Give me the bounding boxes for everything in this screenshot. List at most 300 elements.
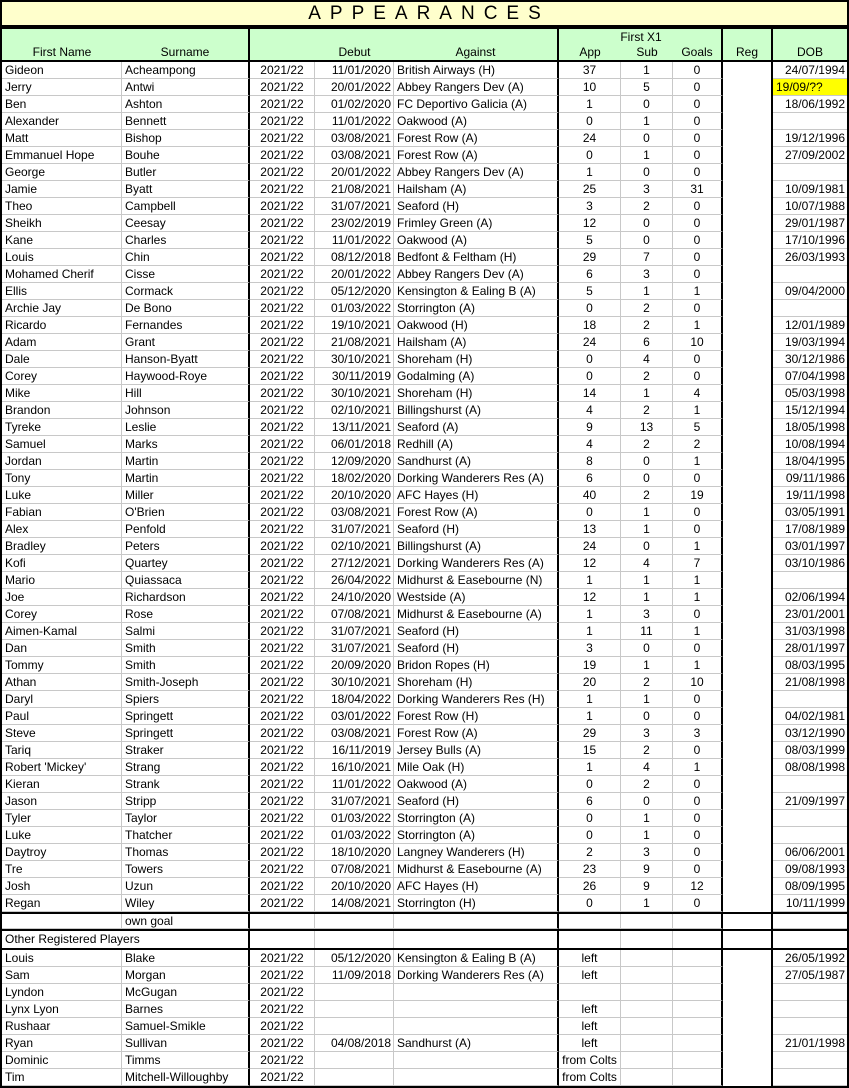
cell-against[interactable]: Seaford (H) — [394, 640, 559, 657]
cell-reg[interactable] — [723, 419, 773, 436]
cell-goals[interactable]: 0 — [673, 147, 723, 164]
cell-app[interactable]: 24 — [559, 130, 621, 147]
cell-sub[interactable]: 2 — [621, 402, 673, 419]
cell-surname[interactable]: Butler — [122, 164, 250, 181]
cell-surname[interactable]: Thomas — [122, 844, 250, 861]
cell-goals[interactable] — [673, 950, 723, 967]
cell-dob[interactable]: 07/04/1998 — [773, 368, 847, 385]
cell-surname[interactable]: Blake — [122, 950, 250, 967]
cell-first-name[interactable]: Jordan — [2, 453, 122, 470]
cell-reg[interactable] — [723, 914, 773, 929]
cell-goals[interactable] — [673, 931, 723, 948]
cell-reg[interactable] — [723, 742, 773, 759]
cell-season[interactable]: 2021/22 — [250, 725, 315, 742]
cell-first-name[interactable]: Louis — [2, 950, 122, 967]
cell-dob[interactable]: 02/06/1994 — [773, 589, 847, 606]
cell-reg[interactable] — [723, 334, 773, 351]
cell-debut[interactable]: 30/10/2021 — [315, 674, 394, 691]
cell-app[interactable]: 19 — [559, 657, 621, 674]
cell-goals[interactable]: 0 — [673, 470, 723, 487]
cell-sub[interactable]: 2 — [621, 368, 673, 385]
cell-dob[interactable] — [773, 1018, 847, 1035]
cell-reg[interactable] — [723, 181, 773, 198]
cell-against[interactable]: Kensington & Ealing B (A) — [394, 950, 559, 967]
cell-goals[interactable]: 0 — [673, 861, 723, 878]
cell-debut[interactable]: 19/10/2021 — [315, 317, 394, 334]
cell-surname[interactable]: Acheampong — [122, 62, 250, 79]
cell-app[interactable]: 0 — [559, 147, 621, 164]
cell-season[interactable]: 2021/22 — [250, 606, 315, 623]
cell-app[interactable]: 13 — [559, 521, 621, 538]
cell-sub[interactable]: 0 — [621, 164, 673, 181]
cell-season[interactable]: 2021/22 — [250, 113, 315, 130]
cell-season[interactable]: 2021/22 — [250, 79, 315, 96]
cell-first-name[interactable]: Gideon — [2, 62, 122, 79]
cell-first-name[interactable]: Lynx Lyon — [2, 1001, 122, 1018]
cell-against[interactable]: Billingshurst (A) — [394, 402, 559, 419]
cell-season[interactable]: 2021/22 — [250, 385, 315, 402]
cell-dob[interactable]: 24/07/1994 — [773, 62, 847, 79]
cell-season[interactable]: 2021/22 — [250, 950, 315, 967]
cell-season[interactable]: 2021/22 — [250, 470, 315, 487]
col-header-first-name[interactable]: First Name — [32, 45, 92, 59]
cell-debut[interactable] — [315, 1018, 394, 1035]
cell-against[interactable]: Billingshurst (A) — [394, 538, 559, 555]
col-header-app[interactable]: App — [579, 45, 601, 59]
cell-season[interactable]: 2021/22 — [250, 419, 315, 436]
cell-reg[interactable] — [723, 130, 773, 147]
cell-against[interactable]: AFC Hayes (H) — [394, 878, 559, 895]
cell-reg[interactable] — [723, 198, 773, 215]
cell-app[interactable]: 1 — [559, 759, 621, 776]
cell-goals[interactable] — [673, 914, 723, 929]
cell-debut[interactable]: 03/08/2021 — [315, 504, 394, 521]
cell-surname[interactable]: Johnson — [122, 402, 250, 419]
cell-first-name[interactable]: Ricardo — [2, 317, 122, 334]
cell-sub[interactable]: 2 — [621, 198, 673, 215]
cell-dob[interactable]: 15/12/1994 — [773, 402, 847, 419]
cell-season[interactable]: 2021/22 — [250, 984, 315, 1001]
cell-debut[interactable]: 05/12/2020 — [315, 950, 394, 967]
cell-goals[interactable]: 10 — [673, 334, 723, 351]
cell-dob[interactable]: 03/01/1997 — [773, 538, 847, 555]
cell-app[interactable]: 26 — [559, 878, 621, 895]
cell-surname[interactable]: Quartey — [122, 555, 250, 572]
cell-against[interactable] — [394, 931, 559, 948]
cell-season[interactable]: 2021/22 — [250, 232, 315, 249]
cell-goals[interactable]: 1 — [673, 589, 723, 606]
cell-reg[interactable] — [723, 895, 773, 912]
cell-against[interactable]: Abbey Rangers Dev (A) — [394, 79, 559, 96]
cell-reg[interactable] — [723, 984, 773, 1001]
cell-season[interactable] — [250, 931, 315, 948]
cell-app[interactable]: 1 — [559, 708, 621, 725]
cell-against[interactable]: Shoreham (H) — [394, 674, 559, 691]
cell-surname[interactable]: Martin — [122, 453, 250, 470]
cell-debut[interactable]: 20/10/2020 — [315, 878, 394, 895]
cell-sub[interactable]: 0 — [621, 538, 673, 555]
cell-first-name[interactable]: Tyreke — [2, 419, 122, 436]
cell-dob[interactable] — [773, 931, 847, 948]
cell-sub[interactable]: 1 — [621, 810, 673, 827]
cell-sub[interactable] — [621, 931, 673, 948]
cell-sub[interactable]: 1 — [621, 385, 673, 402]
cell-sub[interactable]: 1 — [621, 827, 673, 844]
cell-first-name[interactable]: Athan — [2, 674, 122, 691]
cell-dob[interactable] — [773, 266, 847, 283]
cell-reg[interactable] — [723, 283, 773, 300]
cell-dob[interactable]: 10/09/1981 — [773, 181, 847, 198]
cell-season[interactable]: 2021/22 — [250, 827, 315, 844]
cell-app[interactable]: 18 — [559, 317, 621, 334]
cell-debut[interactable]: 30/10/2021 — [315, 351, 394, 368]
section-title[interactable]: Other Registered Players — [2, 931, 250, 948]
cell-goals[interactable]: 0 — [673, 130, 723, 147]
cell-surname[interactable]: Charles — [122, 232, 250, 249]
cell-first-name[interactable]: Mario — [2, 572, 122, 589]
cell-dob[interactable]: 03/10/1986 — [773, 555, 847, 572]
cell-debut[interactable]: 18/10/2020 — [315, 844, 394, 861]
cell-dob[interactable] — [773, 1001, 847, 1018]
cell-sub[interactable]: 3 — [621, 181, 673, 198]
cell-surname[interactable]: Sullivan — [122, 1035, 250, 1052]
cell-dob[interactable]: 28/01/1997 — [773, 640, 847, 657]
cell-against[interactable]: Sandhurst (A) — [394, 453, 559, 470]
cell-against[interactable]: Seaford (H) — [394, 623, 559, 640]
cell-dob[interactable]: 03/12/1990 — [773, 725, 847, 742]
cell-dob[interactable]: 27/09/2002 — [773, 147, 847, 164]
cell-first-name[interactable]: Sheikh — [2, 215, 122, 232]
cell-first-name[interactable]: Lyndon — [2, 984, 122, 1001]
cell-against[interactable]: Storrington (A) — [394, 827, 559, 844]
cell-first-name[interactable]: Tony — [2, 470, 122, 487]
cell-dob[interactable]: 18/05/1998 — [773, 419, 847, 436]
cell-app[interactable]: 0 — [559, 368, 621, 385]
cell-sub[interactable]: 1 — [621, 62, 673, 79]
cell-debut[interactable]: 30/10/2021 — [315, 385, 394, 402]
cell-app[interactable]: 6 — [559, 470, 621, 487]
cell-against[interactable]: Hailsham (A) — [394, 334, 559, 351]
cell-sub[interactable]: 2 — [621, 436, 673, 453]
cell-dob[interactable] — [773, 810, 847, 827]
cell-debut[interactable] — [315, 984, 394, 1001]
cell-surname[interactable]: Fernandes — [122, 317, 250, 334]
cell-debut[interactable]: 03/08/2021 — [315, 130, 394, 147]
cell-against[interactable]: Storrington (A) — [394, 810, 559, 827]
cell-debut[interactable]: 03/08/2021 — [315, 147, 394, 164]
cell-first-name[interactable] — [2, 914, 122, 929]
cell-reg[interactable] — [723, 249, 773, 266]
cell-against[interactable]: Sandhurst (A) — [394, 1035, 559, 1052]
cell-app[interactable]: 24 — [559, 334, 621, 351]
cell-goals[interactable]: 0 — [673, 606, 723, 623]
cell-against[interactable]: Bedfont & Feltham (H) — [394, 249, 559, 266]
cell-status[interactable]: left — [559, 967, 621, 984]
cell-season[interactable]: 2021/22 — [250, 1035, 315, 1052]
cell-first-name[interactable]: Daytroy — [2, 844, 122, 861]
cell-surname[interactable]: Smith — [122, 657, 250, 674]
cell-dob[interactable]: 06/06/2001 — [773, 844, 847, 861]
cell-goals[interactable]: 3 — [673, 725, 723, 742]
cell-debut[interactable]: 23/02/2019 — [315, 215, 394, 232]
cell-debut[interactable]: 03/01/2022 — [315, 708, 394, 725]
cell-against[interactable]: Abbey Rangers Dev (A) — [394, 164, 559, 181]
cell-goals[interactable]: 4 — [673, 385, 723, 402]
col-header-sub[interactable]: Sub — [636, 45, 658, 59]
cell-reg[interactable] — [723, 1069, 773, 1086]
cell-dob[interactable] — [773, 776, 847, 793]
cell-season[interactable]: 2021/22 — [250, 861, 315, 878]
cell-goals[interactable]: 0 — [673, 368, 723, 385]
cell-app[interactable]: 15 — [559, 742, 621, 759]
cell-against[interactable]: Frimley Green (A) — [394, 215, 559, 232]
cell-season[interactable]: 2021/22 — [250, 623, 315, 640]
cell-surname[interactable]: Strank — [122, 776, 250, 793]
cell-sub[interactable]: 6 — [621, 334, 673, 351]
cell-reg[interactable] — [723, 967, 773, 984]
cell-dob[interactable]: 17/08/1989 — [773, 521, 847, 538]
cell-surname[interactable]: Timms — [122, 1052, 250, 1069]
cell-goals[interactable]: 0 — [673, 895, 723, 912]
cell-app[interactable] — [559, 914, 621, 929]
cell-sub[interactable]: 4 — [621, 555, 673, 572]
cell-app[interactable]: 0 — [559, 300, 621, 317]
cell-goals[interactable] — [673, 1018, 723, 1035]
cell-goals[interactable]: 0 — [673, 691, 723, 708]
cell-dob[interactable]: 30/12/1986 — [773, 351, 847, 368]
cell-against[interactable] — [394, 1018, 559, 1035]
cell-app[interactable]: 4 — [559, 436, 621, 453]
cell-goals[interactable]: 1 — [673, 538, 723, 555]
cell-dob[interactable]: 08/09/1995 — [773, 878, 847, 895]
cell-reg[interactable] — [723, 793, 773, 810]
cell-sub[interactable]: 1 — [621, 572, 673, 589]
cell-goals[interactable]: 1 — [673, 402, 723, 419]
cell-reg[interactable] — [723, 164, 773, 181]
cell-dob[interactable]: 10/08/1994 — [773, 436, 847, 453]
cell-season[interactable]: 2021/22 — [250, 810, 315, 827]
cell-surname[interactable]: Springett — [122, 708, 250, 725]
cell-season[interactable]: 2021/22 — [250, 1052, 315, 1069]
cell-debut[interactable]: 30/11/2019 — [315, 368, 394, 385]
cell-first-name[interactable]: Paul — [2, 708, 122, 725]
cell-sub[interactable]: 3 — [621, 606, 673, 623]
cell-season[interactable]: 2021/22 — [250, 1069, 315, 1086]
cell-first-name[interactable]: Jason — [2, 793, 122, 810]
cell-debut[interactable]: 31/07/2021 — [315, 623, 394, 640]
cell-app[interactable]: 5 — [559, 283, 621, 300]
cell-first-name[interactable]: Joe — [2, 589, 122, 606]
cell-reg[interactable] — [723, 521, 773, 538]
cell-dob[interactable] — [773, 1069, 847, 1086]
cell-app[interactable]: 10 — [559, 79, 621, 96]
cell-sub[interactable]: 0 — [621, 708, 673, 725]
cell-first-name[interactable]: Steve — [2, 725, 122, 742]
cell-dob[interactable]: 04/02/1981 — [773, 708, 847, 725]
cell-season[interactable]: 2021/22 — [250, 691, 315, 708]
cell-surname[interactable]: Stripp — [122, 793, 250, 810]
cell-app[interactable]: 14 — [559, 385, 621, 402]
cell-goals[interactable]: 1 — [673, 623, 723, 640]
cell-against[interactable]: Dorking Wanderers Res (A) — [394, 470, 559, 487]
cell-against[interactable]: Seaford (H) — [394, 198, 559, 215]
cell-goals[interactable]: 10 — [673, 674, 723, 691]
cell-sub[interactable]: 3 — [621, 725, 673, 742]
cell-against[interactable]: Forest Row (H) — [394, 708, 559, 725]
cell-surname[interactable]: Ashton — [122, 96, 250, 113]
cell-app[interactable]: 0 — [559, 810, 621, 827]
cell-dob[interactable]: 05/03/1998 — [773, 385, 847, 402]
cell-reg[interactable] — [723, 640, 773, 657]
cell-sub[interactable]: 3 — [621, 844, 673, 861]
cell-debut[interactable]: 26/04/2022 — [315, 572, 394, 589]
cell-against[interactable] — [394, 984, 559, 1001]
cell-sub[interactable]: 1 — [621, 589, 673, 606]
cell-against[interactable]: FC Deportivo Galicia (A) — [394, 96, 559, 113]
cell-dob[interactable]: 21/08/1998 — [773, 674, 847, 691]
cell-first-name[interactable]: Sam — [2, 967, 122, 984]
cell-first-name[interactable]: Kane — [2, 232, 122, 249]
cell-status[interactable]: left — [559, 1018, 621, 1035]
cell-goals[interactable]: 31 — [673, 181, 723, 198]
cell-season[interactable]: 2021/22 — [250, 300, 315, 317]
col-header-against[interactable]: Against — [394, 29, 559, 60]
cell-app[interactable] — [559, 931, 621, 948]
cell-surname[interactable]: Chin — [122, 249, 250, 266]
cell-against[interactable]: Kensington & Ealing B (A) — [394, 283, 559, 300]
cell-goals[interactable]: 0 — [673, 827, 723, 844]
cell-first-name[interactable]: Josh — [2, 878, 122, 895]
cell-season[interactable]: 2021/22 — [250, 674, 315, 691]
cell-goals[interactable] — [673, 1069, 723, 1086]
cell-debut[interactable]: 02/10/2021 — [315, 402, 394, 419]
cell-reg[interactable] — [723, 1035, 773, 1052]
cell-debut[interactable]: 04/08/2018 — [315, 1035, 394, 1052]
cell-surname[interactable]: Taylor — [122, 810, 250, 827]
cell-debut[interactable]: 01/02/2020 — [315, 96, 394, 113]
own-goal-label[interactable]: own goal — [122, 914, 250, 929]
cell-against[interactable]: Redhill (A) — [394, 436, 559, 453]
cell-season[interactable]: 2021/22 — [250, 521, 315, 538]
cell-season[interactable]: 2021/22 — [250, 334, 315, 351]
cell-reg[interactable] — [723, 317, 773, 334]
cell-dob[interactable]: 26/05/1992 — [773, 950, 847, 967]
cell-first-name[interactable]: Alex — [2, 521, 122, 538]
cell-season[interactable]: 2021/22 — [250, 487, 315, 504]
cell-surname[interactable]: Uzun — [122, 878, 250, 895]
cell-app[interactable]: 25 — [559, 181, 621, 198]
cell-against[interactable]: AFC Hayes (H) — [394, 487, 559, 504]
cell-status[interactable]: left — [559, 1035, 621, 1052]
cell-season[interactable]: 2021/22 — [250, 181, 315, 198]
cell-against[interactable]: Abbey Rangers Dev (A) — [394, 266, 559, 283]
cell-sub[interactable]: 9 — [621, 861, 673, 878]
cell-dob[interactable]: 12/01/1989 — [773, 317, 847, 334]
cell-sub[interactable]: 0 — [621, 215, 673, 232]
cell-season[interactable]: 2021/22 — [250, 967, 315, 984]
cell-debut[interactable]: 20/01/2022 — [315, 79, 394, 96]
cell-season[interactable]: 2021/22 — [250, 62, 315, 79]
cell-goals[interactable]: 0 — [673, 266, 723, 283]
cell-app[interactable]: 20 — [559, 674, 621, 691]
cell-sub[interactable]: 4 — [621, 759, 673, 776]
cell-debut[interactable]: 02/10/2021 — [315, 538, 394, 555]
cell-first-name[interactable]: Mohamed Cherif — [2, 266, 122, 283]
cell-reg[interactable] — [723, 657, 773, 674]
cell-dob[interactable] — [773, 1052, 847, 1069]
cell-sub[interactable]: 0 — [621, 470, 673, 487]
cell-first-name[interactable]: Tre — [2, 861, 122, 878]
cell-dob[interactable]: 09/11/1986 — [773, 470, 847, 487]
cell-season[interactable]: 2021/22 — [250, 504, 315, 521]
cell-dob[interactable]: 03/05/1991 — [773, 504, 847, 521]
page-title[interactable]: APPEARANCES — [2, 2, 847, 25]
cell-dob[interactable]: 10/07/1988 — [773, 198, 847, 215]
cell-against[interactable]: Forest Row (A) — [394, 147, 559, 164]
cell-first-name[interactable]: Corey — [2, 368, 122, 385]
cell-app[interactable]: 1 — [559, 164, 621, 181]
cell-season[interactable]: 2021/22 — [250, 1018, 315, 1035]
cell-against[interactable]: Oakwood (A) — [394, 232, 559, 249]
cell-against[interactable]: Dorking Wanderers Res (A) — [394, 967, 559, 984]
cell-first-name[interactable]: Robert 'Mickey' — [2, 759, 122, 776]
cell-against[interactable] — [394, 1052, 559, 1069]
cell-reg[interactable] — [723, 555, 773, 572]
cell-first-name[interactable]: Aimen-Kamal — [2, 623, 122, 640]
cell-dob[interactable] — [773, 164, 847, 181]
cell-season[interactable]: 2021/22 — [250, 164, 315, 181]
cell-goals[interactable]: 1 — [673, 283, 723, 300]
col-header-reg[interactable]: Reg — [723, 29, 773, 60]
cell-against[interactable] — [394, 914, 559, 929]
cell-first-name[interactable]: Archie Jay — [2, 300, 122, 317]
cell-debut[interactable]: 31/07/2021 — [315, 640, 394, 657]
cell-debut[interactable]: 11/01/2022 — [315, 232, 394, 249]
cell-goals[interactable]: 1 — [673, 759, 723, 776]
cell-against[interactable]: Seaford (A) — [394, 419, 559, 436]
cell-sub[interactable]: 3 — [621, 266, 673, 283]
cell-surname[interactable]: Hill — [122, 385, 250, 402]
cell-first-name[interactable]: Alexander — [2, 113, 122, 130]
cell-surname[interactable]: Grant — [122, 334, 250, 351]
cell-reg[interactable] — [723, 861, 773, 878]
cell-reg[interactable] — [723, 878, 773, 895]
cell-season[interactable]: 2021/22 — [250, 368, 315, 385]
cell-debut[interactable]: 01/03/2022 — [315, 300, 394, 317]
cell-reg[interactable] — [723, 1018, 773, 1035]
cell-app[interactable]: 1 — [559, 96, 621, 113]
cell-dob[interactable]: 27/05/1987 — [773, 967, 847, 984]
cell-sub[interactable] — [621, 984, 673, 1001]
cell-against[interactable]: Hailsham (A) — [394, 181, 559, 198]
cell-sub[interactable]: 1 — [621, 657, 673, 674]
cell-first-name[interactable]: Mike — [2, 385, 122, 402]
cell-sub[interactable] — [621, 1052, 673, 1069]
cell-app[interactable]: 0 — [559, 504, 621, 521]
cell-surname[interactable]: Bouhe — [122, 147, 250, 164]
cell-reg[interactable] — [723, 504, 773, 521]
cell-surname[interactable]: Richardson — [122, 589, 250, 606]
cell-debut[interactable]: 20/01/2022 — [315, 266, 394, 283]
cell-surname[interactable]: O'Brien — [122, 504, 250, 521]
cell-app[interactable]: 1 — [559, 606, 621, 623]
cell-surname[interactable]: Smith — [122, 640, 250, 657]
cell-surname[interactable]: Penfold — [122, 521, 250, 538]
cell-debut[interactable]: 20/01/2022 — [315, 164, 394, 181]
cell-season[interactable]: 2021/22 — [250, 844, 315, 861]
cell-reg[interactable] — [723, 674, 773, 691]
cell-dob[interactable]: 31/03/1998 — [773, 623, 847, 640]
